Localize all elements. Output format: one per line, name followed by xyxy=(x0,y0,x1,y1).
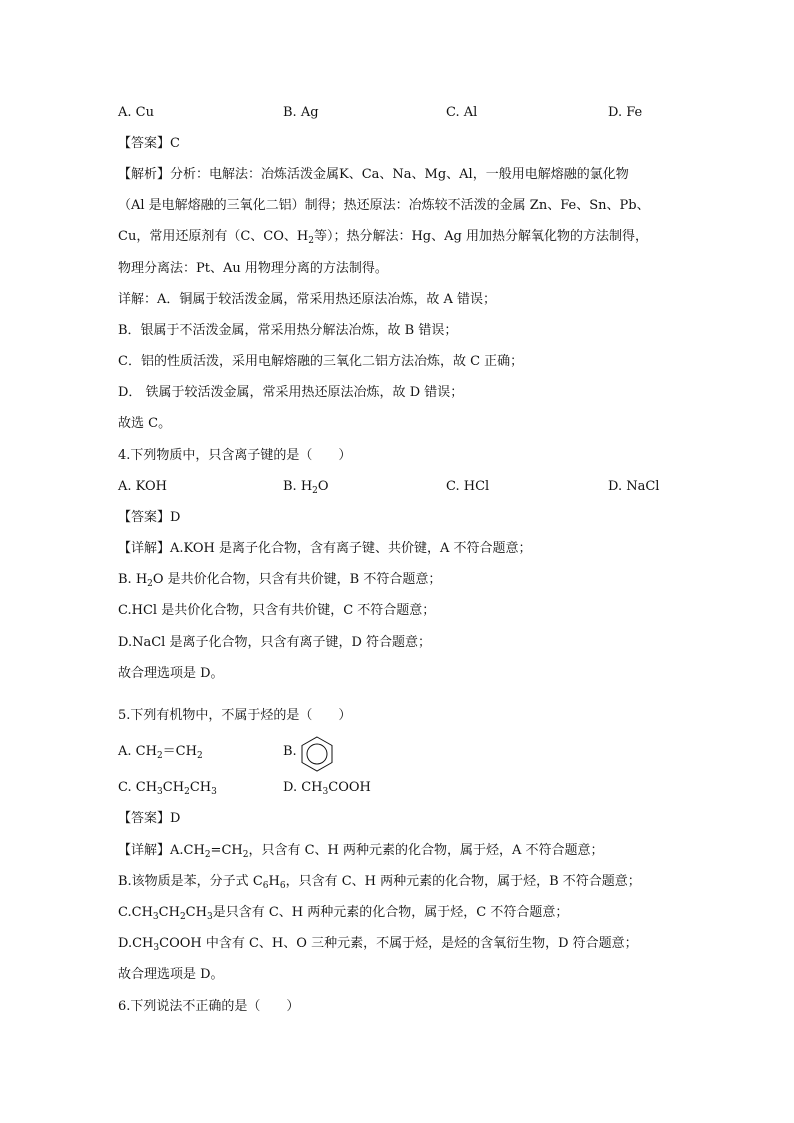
q3-option-d: D. Fe xyxy=(608,105,643,120)
q3-analysis-line-1: 【解析】分析：电解法：冶炼活泼金属K、Ca、Na、Mg、Al，一般用电解熔融的氯化物 xyxy=(118,167,629,182)
q3-analysis-line-4: 物理分离法：Pt、Au 用物理分离的方法制得。 xyxy=(118,261,388,276)
q5-option-c: C. $CH_3CH_2CH_3$ xyxy=(118,780,217,797)
q5-detail-d: $D.CH_3COOH$ 中含有 C、H、O 三种元素，不属于烃，是烃的含氧衍生物，D 符合题意； xyxy=(118,936,638,953)
q3-option-c: C. Al xyxy=(446,105,478,120)
q4-option-a: A. KOH xyxy=(118,479,168,494)
q4-question: 4.下列物质中，只含离子键的是（ ） xyxy=(118,448,352,463)
q5-conclusion: 故合理选项是 D。 xyxy=(118,967,224,982)
q3-option-b: B. Ag xyxy=(283,105,319,120)
q3-analysis-line-3: Cu，常用还原剂有（C、CO、$H_2$等）；热分解法：Hg、Ag 用加热分解氧化物的方法制得， xyxy=(118,229,648,246)
q3-detail-d: D． 铁属于较活泼金属，常采用热还原法冶炼，故 D 错误； xyxy=(118,385,464,400)
q5-option-b-label: B. xyxy=(283,744,297,759)
benzene-ring-icon xyxy=(298,735,336,773)
q5-detail-c: $C.CH_3CH_2CH_3$是只含有 C、H 两种元素的化合物，属于烃，C 不符合题意； xyxy=(118,905,569,922)
q4-option-c: C. HCl xyxy=(446,479,490,494)
q3-detail-b: B．银属于不活泼金属，常采用热分解法冶炼，故 B 错误； xyxy=(118,323,458,338)
q3-analysis-line-2: （Al 是电解熔融的三氧化二铝）制得；热还原法：冶炼较不活泼的金属 Zn、Fe、Sn、Pb、 xyxy=(118,198,650,213)
q5-answer: 【答案】D xyxy=(118,811,181,826)
q4-option-b: B. $H_2O$ xyxy=(283,479,329,496)
q5-detail-a: 【详解】$A.CH_2=CH_2$，只含有 C、H 两种元素的化合物，属于烃，A 不符合题意； xyxy=(118,843,604,860)
q3-answer: 【答案】C xyxy=(118,136,180,151)
q4-conclusion: 故合理选项是 D。 xyxy=(118,666,224,681)
q5-option-a: A. $CH_2=CH_2$ xyxy=(118,744,203,761)
q3-option-a: A. Cu xyxy=(118,105,154,120)
q4-detail-a: 【详解】A.KOH 是离子化合物，含有离子键、共价键，A 不符合题意； xyxy=(118,541,532,556)
q3-detail-a: 详解：A．铜属于较活泼金属，常采用热还原法冶炼，故 A 错误； xyxy=(118,292,497,307)
q6-question: 6.下列说法不正确的是（ ） xyxy=(118,999,300,1014)
q4-option-d: D. NaCl xyxy=(608,479,660,494)
q3-detail-c: C．铝的性质活泼，采用电解熔融的三氧化二铝方法冶炼，故 C 正确； xyxy=(118,354,524,369)
q4-detail-c: C.HCl 是共价化合物，只含有共价键，C 不符合题意； xyxy=(118,603,436,618)
q5-detail-b: B.该物质是苯，分子式 $C_6H_6$，只含有 C、H 两种元素的化合物，属于烃，B 不符合题意； xyxy=(118,874,641,891)
q5-option-d: D. $CH_3COOH$ xyxy=(283,780,371,797)
q5-question: 5.下列有机物中，不属于烃的是（ ） xyxy=(118,708,352,723)
q4-answer: 【答案】D xyxy=(118,510,181,525)
q4-detail-d: D.NaCl 是离子化合物，只含有离子键，D 符合题意； xyxy=(118,635,432,650)
q4-detail-b: B. $H_2O$ 是共价化合物，只含有共价键，B 不符合题意； xyxy=(118,572,442,589)
q3-conclusion: 故选 C。 xyxy=(118,416,172,431)
